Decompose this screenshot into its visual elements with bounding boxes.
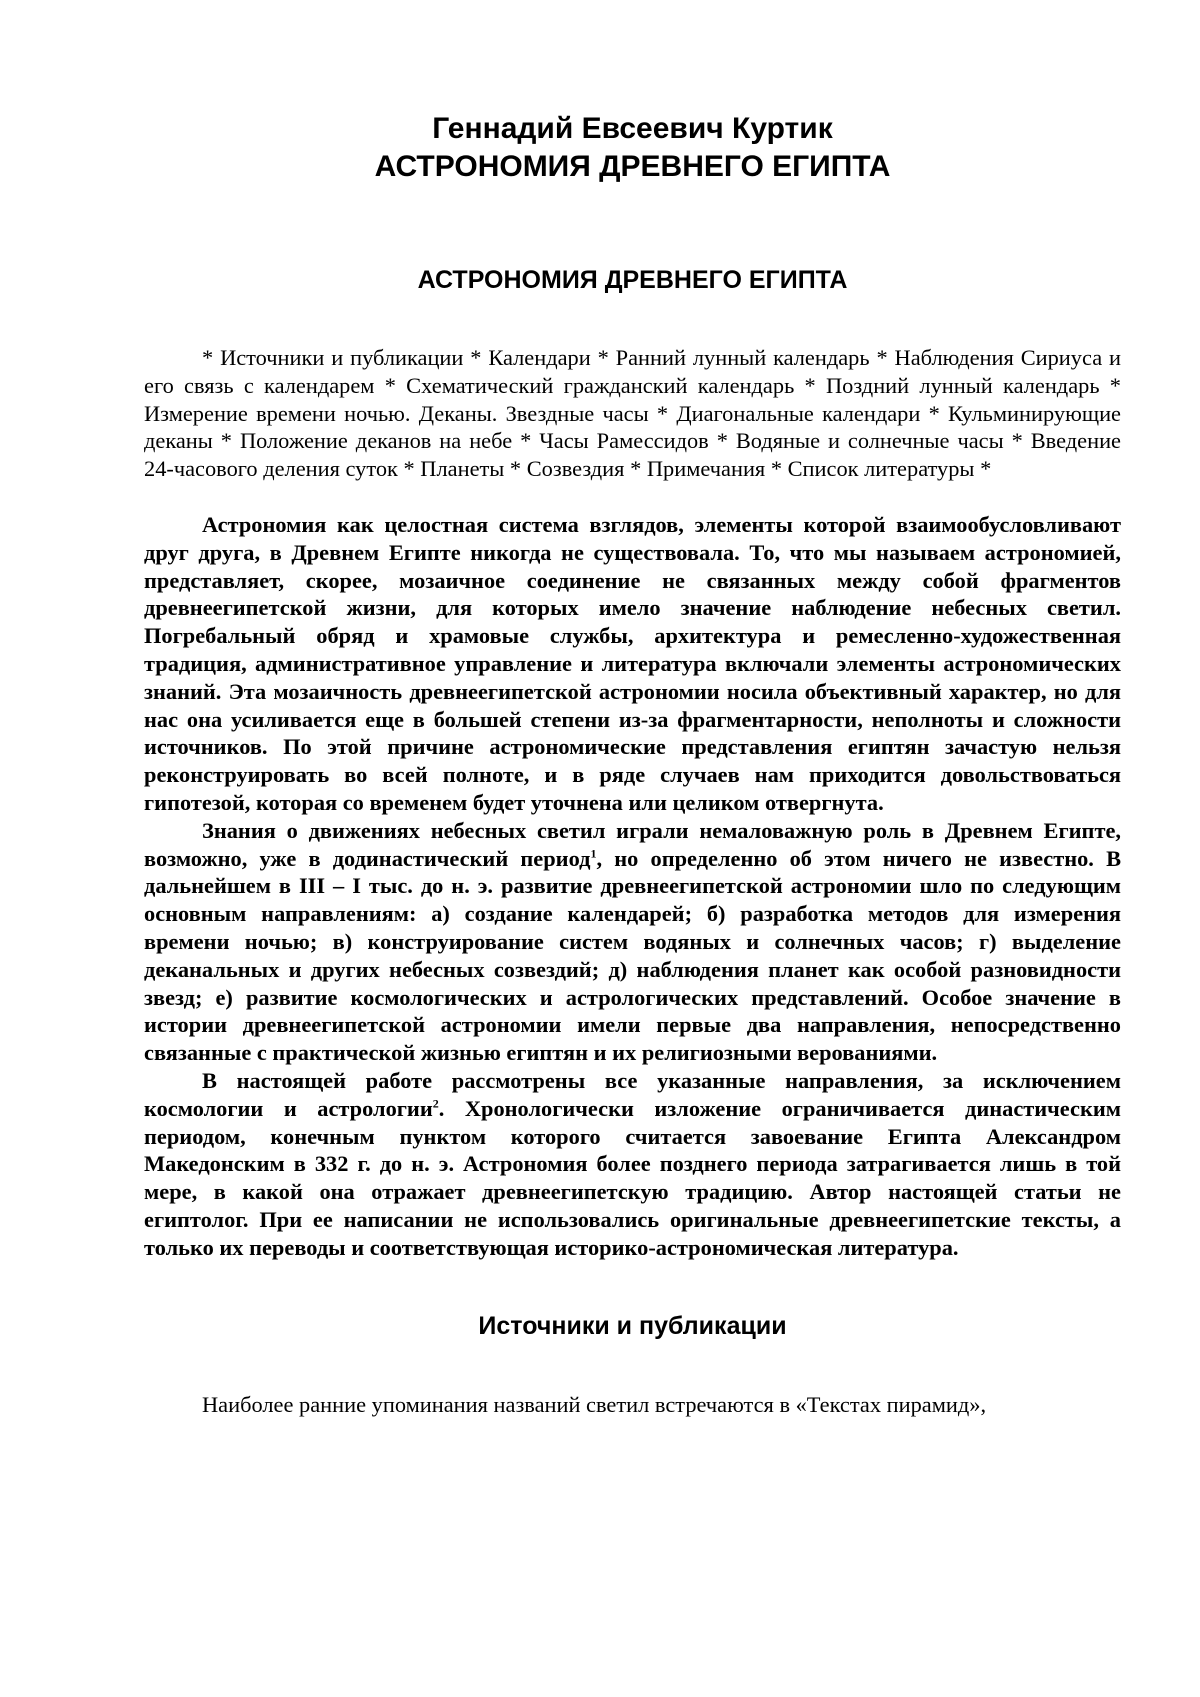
directions-text-start: Знания о движениях небесных светил играли немаловажную роль в Древнем Египте, возможно, уже в додинастический период [144,817,1121,871]
footnote-ref-1[interactable]: 1 [590,846,597,861]
scope-paragraph [144,1067,1121,1262]
directions-text-end: , но определенно об этом ничего не известно. В дальнейшем в III – I тыс. до н. э. развитие древнеегипетской астрономии шло по следующим основным направлениям: а) создание календарей; б) разработка методов для измерения времени ночью; в) конструирование систем водяных и солнечных часов; г) выделение деканальных и других небесных созвездий; д) наблюдения планет как особой разновидности звезд; е) развитие космологических и астрологических представлений. Особое значение в истории древнеегипетской астрономии имели первые два направления, непосредственно связанные с практической жизнью египтян и их религиозными верованиями. [144,845,1122,1066]
author-name: Геннадий Евсеевич Куртик [432,112,833,145]
scope-text-end: . Хронологически изложение ограничивается династическим периодом, конечным пунктом которого считается завоевание Египта Александром Македонским в 332 г. до н. э. Астрономия более позднего периода затрагивается лишь в той мере, в какой она отражает древнеегипетскую традицию. Автор настоящей статьи не египтолог. При ее написании не использовались оригинальные древнеегипетские тексты, а только их переводы и соответствующая историко-астрономическая литература. [144,1095,1121,1260]
contents-list: * Источники и публикации * Календари * Ранний лунный календарь * Наблюдения Сириуса и его связь с календарем * Схематический гражданский календарь * Поздний лунный календарь * Измерение времени ночью. Деканы. Звездные часы * Диагональные календари * Кульминирующие деканы * Положение деканов на небе * Часы Рамессидов * Водяные и солнечные часы * Введение 24-часового деления суток * Планеты * Созвездия * Примечания * Список литературы * [144,345,1121,482]
directions-paragraph [144,817,1121,1067]
sources-heading: Источники и публикации [478,1311,787,1340]
footnote-ref-2[interactable]: 2 [432,1096,439,1111]
intro-paragraph: Астрономия как целостная система взглядов, элементы которой взаимообусловливают друг друга, в Древнем Египте никогда не существовала. То, что мы называем астрономией, представляет, скорее, мозаичное соединение не связанных между собой фрагментов древнеегипетской жизни, для которых имело значение наблюдение небесных светил. Погребальный обряд и храмовые службы, архитектура и ремесленно-художественная традиция, административное управление и литература включали элементы астрономических знаний. Эта мозаичность древнеегипетской астрономии носила объективный характер, но для нас она усиливается еще в большей степени из-за фрагментарности, неполноты и сложности источников. По этой причине астрономические представления египтян зачастую нельзя реконструировать во всей полноте, и в ряде случаев нам приходится довольствоваться гипотезой, которая со временем будет уточнена или целиком отвергнута. [144,511,1121,815]
title-block [144,110,1121,186]
book-title: АСТРОНОМИЯ ДРЕВНЕГО ЕГИПТА [374,150,891,183]
scope-text-start: В настоящей работе рассмотрены все указанные направления, за исключением космологии и астрологии [144,1067,1121,1121]
sources-paragraph: Наиболее ранние упоминания названий светил встречаются в «Текстах пирамид», [202,1391,987,1417]
section-heading: АСТРОНОМИЯ ДРЕВНЕГО ЕГИПТА [417,266,848,294]
page-content [144,110,1121,1418]
